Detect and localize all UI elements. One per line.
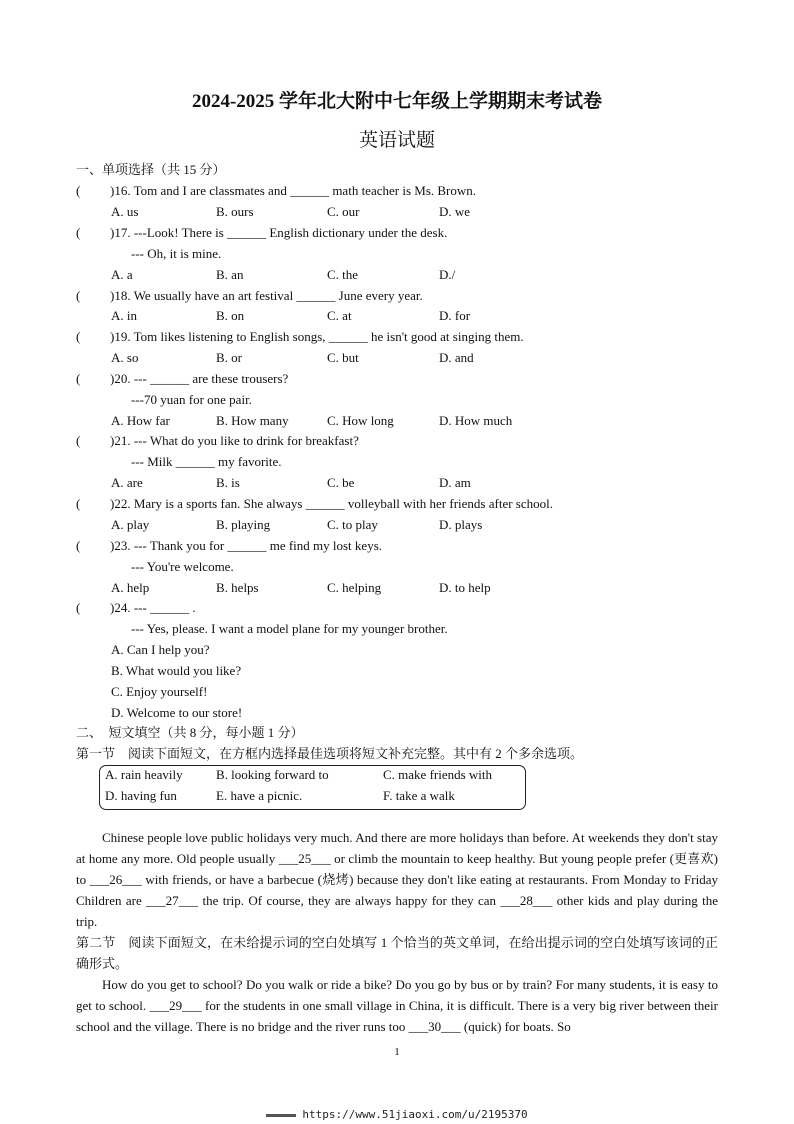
option: C. Enjoy yourself! bbox=[111, 684, 208, 699]
page-number: 1 bbox=[394, 1046, 400, 1058]
question-reply: --- Yes, please. I want a model plane for my younger brother. bbox=[131, 621, 448, 636]
passage-2: How do you get to school? Do you walk or ride a bike? Do you go by bus or by train? For many students, it is easy to get to school. ___29___ for the students in one small village in China, it is difficult. There is a very big river between their school and the village. There is no bridge and the river runs too ___30___ (quick) for boats. So bbox=[76, 977, 718, 1034]
option: C. the bbox=[327, 267, 359, 282]
question-17: ( )17. ---Look! There is ______ English dictionary under the desk. bbox=[76, 225, 448, 240]
question-stem: )17. ---Look! There is ______ English dictionary under the desk. bbox=[110, 225, 448, 240]
question-stem: )21. --- What do you like to drink for breakfast? bbox=[110, 433, 359, 448]
question-stem: )20. --- ______ are these trousers? bbox=[110, 371, 289, 386]
question-stem: )18. We usually have an art festival ______ June every year. bbox=[110, 288, 423, 303]
option: C. at bbox=[327, 308, 352, 323]
option: C. to play bbox=[327, 517, 378, 532]
option: A. help bbox=[111, 580, 150, 595]
option: B. is bbox=[216, 475, 240, 490]
option: B. playing bbox=[216, 517, 271, 532]
section1-heading: 一、单项选择（共 15 分） bbox=[76, 162, 226, 177]
part2-instruction: 第二节 阅读下面短文，在未给提示词的空白处填写 1 个恰当的英文单词，在给出提示词的空白处填写该词的正确形式。 bbox=[76, 935, 718, 971]
question-19: ( )19. Tom likes listening to English songs, ______ he isn't good at singing them. bbox=[76, 329, 524, 344]
option: A. a bbox=[111, 267, 133, 282]
option: D. am bbox=[439, 475, 471, 490]
option: C. our bbox=[327, 204, 360, 219]
option: D. Welcome to our store! bbox=[111, 705, 243, 720]
question-16: ( )16. Tom and I are classmates and ______ math teacher is Ms. Brown. bbox=[76, 183, 477, 198]
question-stem: )22. Mary is a sports fan. She always ______ volleyball with her friends after school. bbox=[110, 496, 553, 511]
option: C. helping bbox=[327, 580, 382, 595]
option: D. we bbox=[439, 204, 471, 219]
exam-subtitle: 英语试题 bbox=[358, 130, 435, 151]
box-option: E. have a picnic. bbox=[216, 788, 303, 803]
option: B. ours bbox=[216, 204, 254, 219]
option: A. How far bbox=[111, 413, 170, 428]
option: B. an bbox=[216, 267, 244, 282]
question-reply: ---70 yuan for one pair. bbox=[131, 392, 252, 407]
option: B. or bbox=[216, 350, 242, 365]
option: A. us bbox=[111, 204, 139, 219]
question-reply: --- Oh, it is mine. bbox=[131, 246, 222, 261]
question-23: ( )23. --- Thank you for ______ me find my lost keys. bbox=[76, 538, 382, 553]
option: D. plays bbox=[439, 517, 483, 532]
option: D./ bbox=[439, 267, 456, 282]
option: A. are bbox=[111, 475, 143, 490]
question-stem: )23. --- Thank you for ______ me find my lost keys. bbox=[110, 538, 382, 553]
option: B. How many bbox=[216, 413, 289, 428]
box-option: C. make friends with bbox=[383, 767, 493, 782]
option: B. What would you like? bbox=[111, 663, 242, 678]
question-stem: )24. --- ______ . bbox=[110, 600, 196, 615]
option: C. but bbox=[327, 350, 359, 365]
option: A. Can I help you? bbox=[111, 642, 210, 657]
box-option: F. take a walk bbox=[383, 788, 455, 803]
box-option: A. rain heavily bbox=[105, 767, 183, 782]
question-reply: --- You're welcome. bbox=[131, 559, 234, 574]
option: B. helps bbox=[216, 580, 259, 595]
option: A. play bbox=[111, 517, 150, 532]
box-option: D. having fun bbox=[105, 788, 177, 803]
footer-url[interactable]: https://www.51jiaoxi.com/u/2195370 bbox=[302, 1108, 528, 1121]
option: D. and bbox=[439, 350, 474, 365]
option: C. be bbox=[327, 475, 355, 490]
section2-heading: 二、 短文填空（共 8 分，每小题 1 分） bbox=[76, 725, 304, 740]
logo-mark bbox=[266, 1114, 296, 1117]
option: A. in bbox=[111, 308, 137, 323]
option: C. How long bbox=[327, 413, 394, 428]
question-reply: --- Milk ______ my favorite. bbox=[131, 454, 282, 469]
question-stem: )19. Tom likes listening to English songs, ______ he isn't good at singing them. bbox=[110, 329, 524, 344]
option: D. How much bbox=[439, 413, 513, 428]
option: D. to help bbox=[439, 580, 491, 595]
exam-title: 2024-2025 学年北大附中七年级上学期期末考试卷 bbox=[191, 91, 603, 112]
box-option: B. looking forward to bbox=[216, 767, 329, 782]
option: B. on bbox=[216, 308, 245, 323]
question-stem: )16. Tom and I are classmates and ______ math teacher is Ms. Brown. bbox=[110, 183, 477, 198]
question-22: ( )22. Mary is a sports fan. She always ______ volleyball with her friends after school. bbox=[76, 496, 553, 511]
question-21: ( )21. --- What do you like to drink for breakfast? bbox=[76, 433, 359, 448]
question-24: ( )24. --- ______ . bbox=[76, 600, 196, 615]
option: A. so bbox=[111, 350, 139, 365]
footer-watermark bbox=[0, 1108, 794, 1121]
option: D. for bbox=[439, 308, 471, 323]
passage-1: Chinese people love public holidays very much. And there are more holidays than before. At weekends they don't stay at home any more. Old people usually ___25___ or climb the mountain to keep healthy. But young people prefer (更喜欢) to ___26___ with friends, or have a barbecue (烧烤) because they don't like eating at restaurants. From Monday to Friday Children are ___27___ the trip. Of course, they are always happy for they can ___28___ other kids and play during the trip. bbox=[76, 830, 718, 929]
part1-instruction: 第一节 阅读下面短文，在方框内选择最佳选项将短文补充完整。其中有 2 个多余选项。 bbox=[76, 746, 584, 761]
question-18: ( )18. We usually have an art festival ______ June every year. bbox=[76, 288, 423, 303]
question-20: ( )20. --- ______ are these trousers? bbox=[76, 371, 289, 386]
